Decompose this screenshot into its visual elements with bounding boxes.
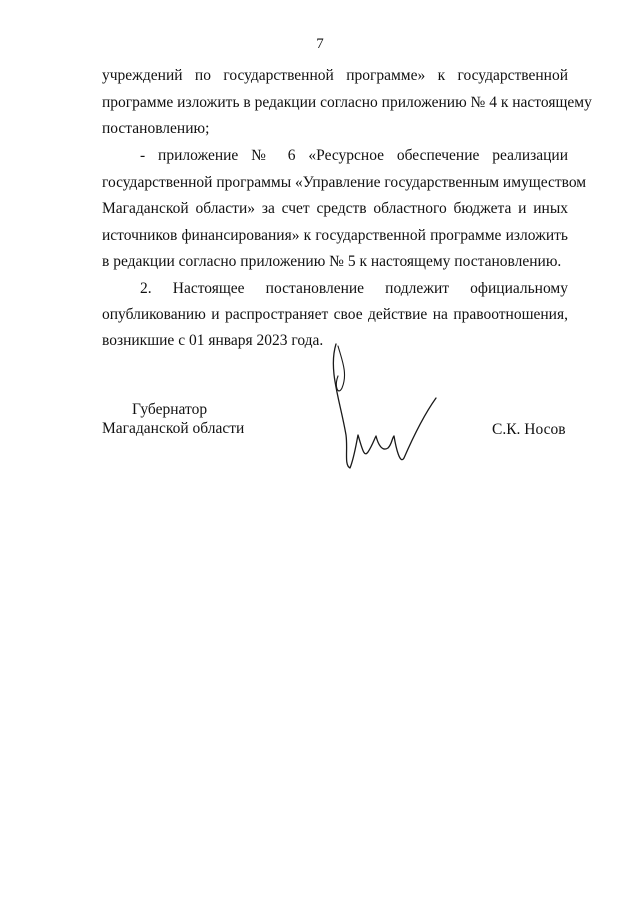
text-line: 2. Настоящее постановление подлежит официальному	[140, 280, 568, 297]
text-line: источников финансирования» к государственной программе изложить	[102, 227, 568, 244]
text-line: в редакции согласно приложению № 5 к настоящему постановлению.	[102, 253, 562, 270]
signatory-title-line2: Магаданской области	[102, 420, 245, 437]
signatory-name: С.К. Носов	[492, 421, 566, 438]
text-line: - приложение № 6 «Ресурсное обеспечение реализации	[140, 147, 568, 164]
text-line: учреждений по государственной программе» к государственной	[102, 67, 568, 84]
page-number: 7	[316, 36, 324, 52]
text-line: постановлению;	[102, 120, 210, 137]
text-line: Магаданской области» за счет средств областного бюджета и иных	[102, 200, 568, 217]
handwritten-signature	[318, 340, 448, 475]
text-line: опубликованию и распространяет свое действие на правоотношения,	[102, 306, 568, 323]
text-line: программе изложить в редакции согласно приложению № 4 к настоящему	[102, 94, 592, 111]
text-line: государственной программы «Управление государственным имуществом	[102, 174, 587, 191]
text-line: возникшие с 01 января 2023 года.	[102, 332, 324, 349]
signatory-title-line1: Губернатор	[132, 401, 208, 418]
